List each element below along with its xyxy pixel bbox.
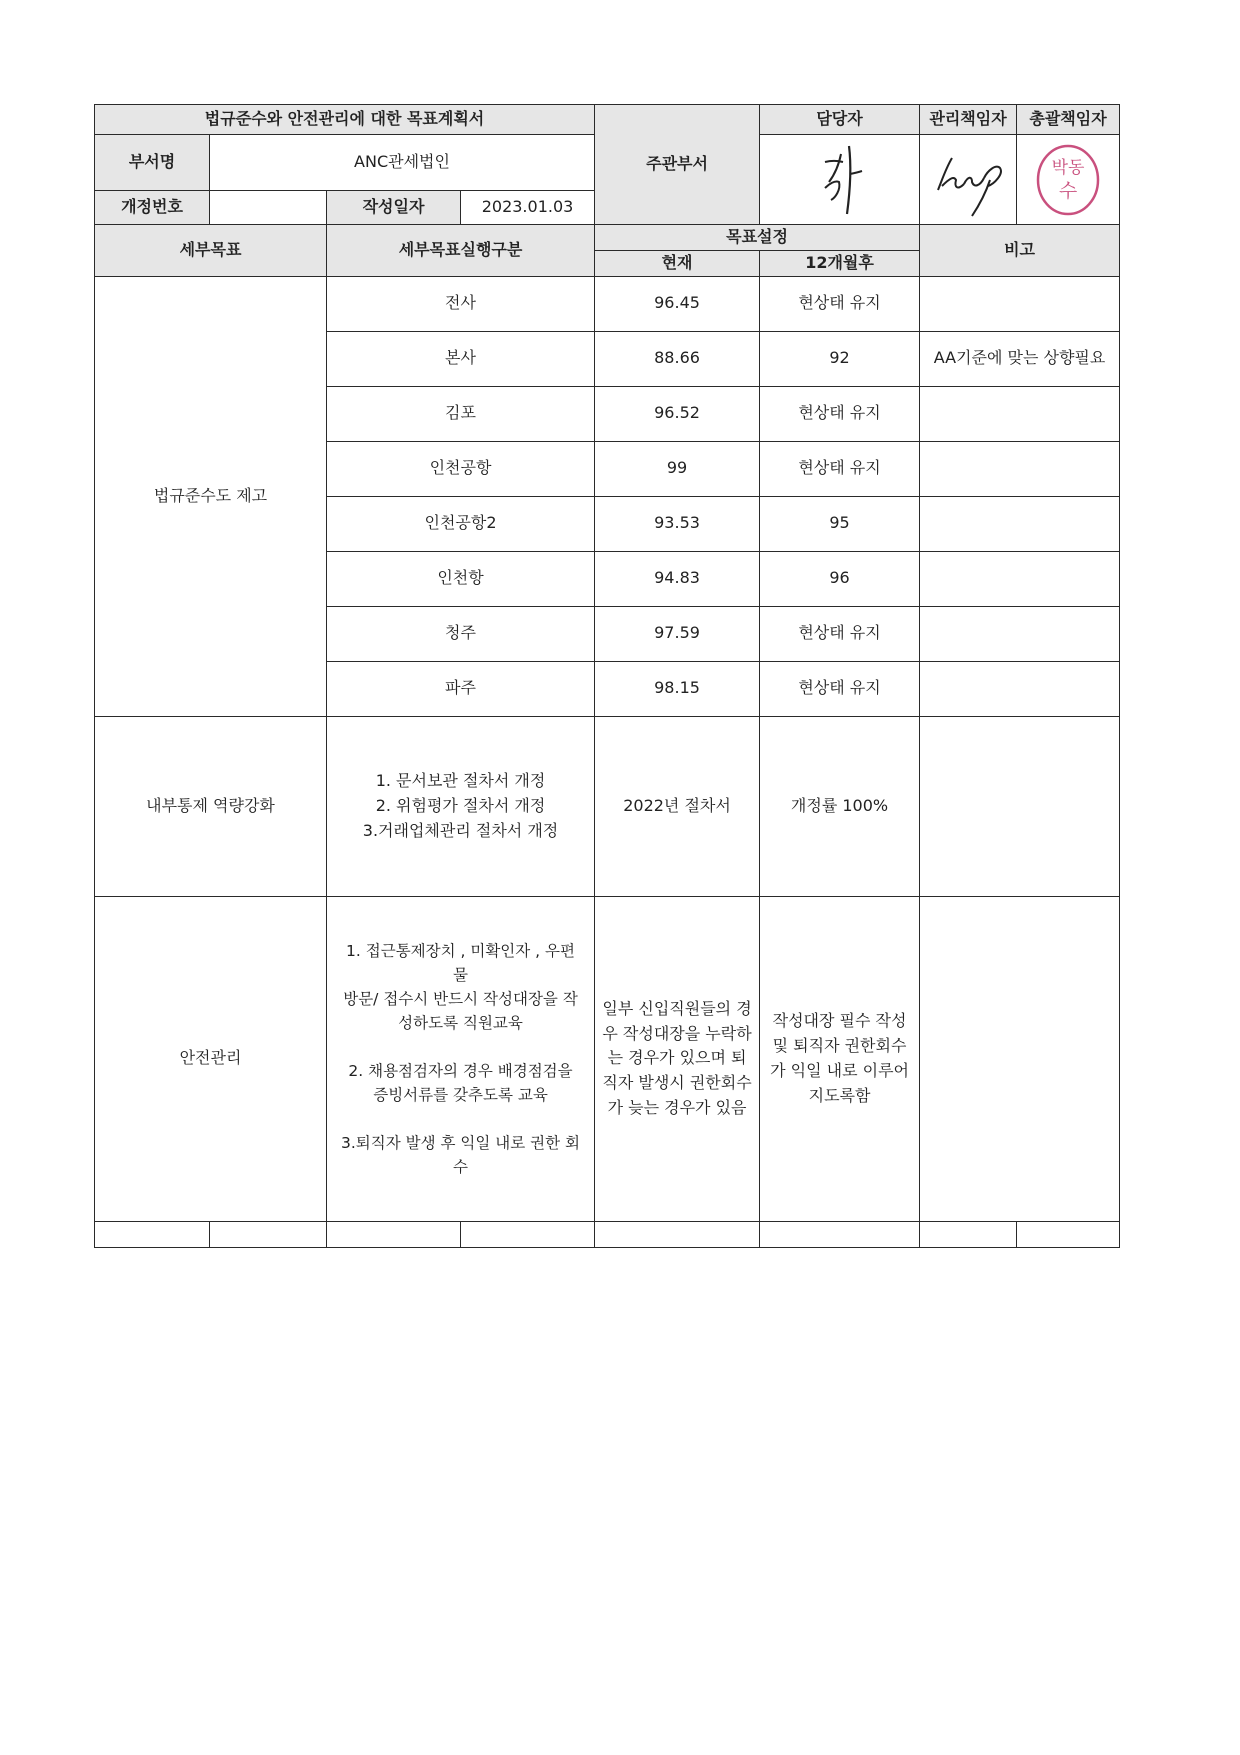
note-value (920, 276, 1120, 331)
table-row (95, 276, 1120, 331)
col-current: 현재 (595, 250, 760, 276)
safety-note (920, 896, 1120, 1221)
site-name: 전사 (327, 276, 595, 331)
table-row (95, 716, 1120, 896)
manager-signature-icon (924, 140, 1019, 220)
approver-chief-label: 총괄책임자 (1017, 105, 1120, 135)
note-value (920, 441, 1120, 496)
note-value (920, 496, 1120, 551)
site-name: 본사 (327, 331, 595, 386)
revision-value (210, 191, 327, 225)
staff-signature (760, 135, 920, 225)
col-target: 목표설정 (595, 225, 920, 251)
internal-control-note (920, 716, 1120, 896)
staff-signature-icon (795, 140, 885, 220)
current-value: 88.66 (595, 331, 760, 386)
chief-seal (1017, 135, 1120, 225)
target-value: 현상태 유지 (760, 276, 920, 331)
internal-control-exec: 1. 문서보관 절차서 개정 2. 위험평가 절차서 개정 3.거래업체관리 절차서 개정 (327, 716, 595, 896)
target-value: 96 (760, 551, 920, 606)
col-after: 12개월후 (760, 250, 920, 276)
empty-cell (210, 1221, 327, 1247)
current-value: 93.53 (595, 496, 760, 551)
empty-row (95, 1221, 1120, 1247)
current-value: 98.15 (595, 661, 760, 716)
date-label: 작성일자 (327, 191, 461, 225)
safety-current: 일부 신입직원들의 경 우 작성대장을 누락하 는 경우가 있으며 퇴 직자 발생시 권한회수 가 늦는 경우가 있음 (595, 896, 760, 1221)
current-value: 97.59 (595, 606, 760, 661)
note-value (920, 386, 1120, 441)
current-value: 96.52 (595, 386, 760, 441)
empty-cell (461, 1221, 595, 1247)
col-exec: 세부목표실행구분 (327, 225, 595, 277)
compliance-goal: 법규준수도 제고 (95, 276, 327, 716)
target-value: 현상태 유지 (760, 386, 920, 441)
target-value: 95 (760, 496, 920, 551)
manager-signature (920, 135, 1017, 225)
site-name: 인천공항2 (327, 496, 595, 551)
dept-name-label: 부서명 (95, 135, 210, 191)
note-value (920, 661, 1120, 716)
col-note: 비고 (920, 225, 1120, 277)
target-plan-document (94, 104, 1119, 1248)
internal-control-goal: 내부통제 역량강화 (95, 716, 327, 896)
col-goal: 세부목표 (95, 225, 327, 277)
approver-staff-label: 담당자 (760, 105, 920, 135)
current-value: 94.83 (595, 551, 760, 606)
safety-exec: 1. 접근통제장치 , 미확인자 , 우편 물 방문/ 접수시 반드시 작성대장을 작 성하도록 직원교육 2. 채용점검자의 경우 배경점검을 증빙서류를 갖추도록 교육 3.퇴직자 발생 후 익일 내로 권한 회 수 (327, 896, 595, 1221)
current-value: 96.45 (595, 276, 760, 331)
owner-dept-label: 주관부서 (595, 105, 760, 225)
safety-after: 작성대장 필수 작성 및 퇴직자 권한회수 가 익일 내로 이루어 지도록함 (760, 896, 920, 1221)
site-name: 인천공항 (327, 441, 595, 496)
document-title: 법규준수와 안전관리에 대한 목표계획서 (95, 105, 595, 135)
empty-cell (95, 1221, 210, 1247)
site-name: 파주 (327, 661, 595, 716)
site-name: 청주 (327, 606, 595, 661)
safety-goal: 안전관리 (95, 896, 327, 1221)
empty-cell (1017, 1221, 1120, 1247)
dept-name-value: ANC관세법인 (210, 135, 595, 191)
target-value: 현상태 유지 (760, 661, 920, 716)
target-value: 현상태 유지 (760, 606, 920, 661)
empty-cell (327, 1221, 461, 1247)
target-value: 92 (760, 331, 920, 386)
empty-cell (920, 1221, 1017, 1247)
empty-cell (760, 1221, 920, 1247)
approver-manager-label: 관리책임자 (920, 105, 1017, 135)
internal-control-current: 2022년 절차서 (595, 716, 760, 896)
table-row (95, 896, 1120, 1221)
date-value: 2023.01.03 (461, 191, 595, 225)
target-value: 현상태 유지 (760, 441, 920, 496)
internal-control-after: 개정률 100% (760, 716, 920, 896)
site-name: 김포 (327, 386, 595, 441)
current-value: 99 (595, 441, 760, 496)
note-value: AA기준에 맞는 상향필요 (920, 331, 1120, 386)
plan-table (94, 104, 1120, 1248)
note-value (920, 606, 1120, 661)
empty-cell (595, 1221, 760, 1247)
seal-stamp-icon (1032, 141, 1104, 219)
site-name: 인천항 (327, 551, 595, 606)
svg-text:수: 수 (1058, 179, 1078, 202)
svg-text:박동: 박동 (1051, 157, 1085, 178)
revision-label: 개정번호 (95, 191, 210, 225)
note-value (920, 551, 1120, 606)
